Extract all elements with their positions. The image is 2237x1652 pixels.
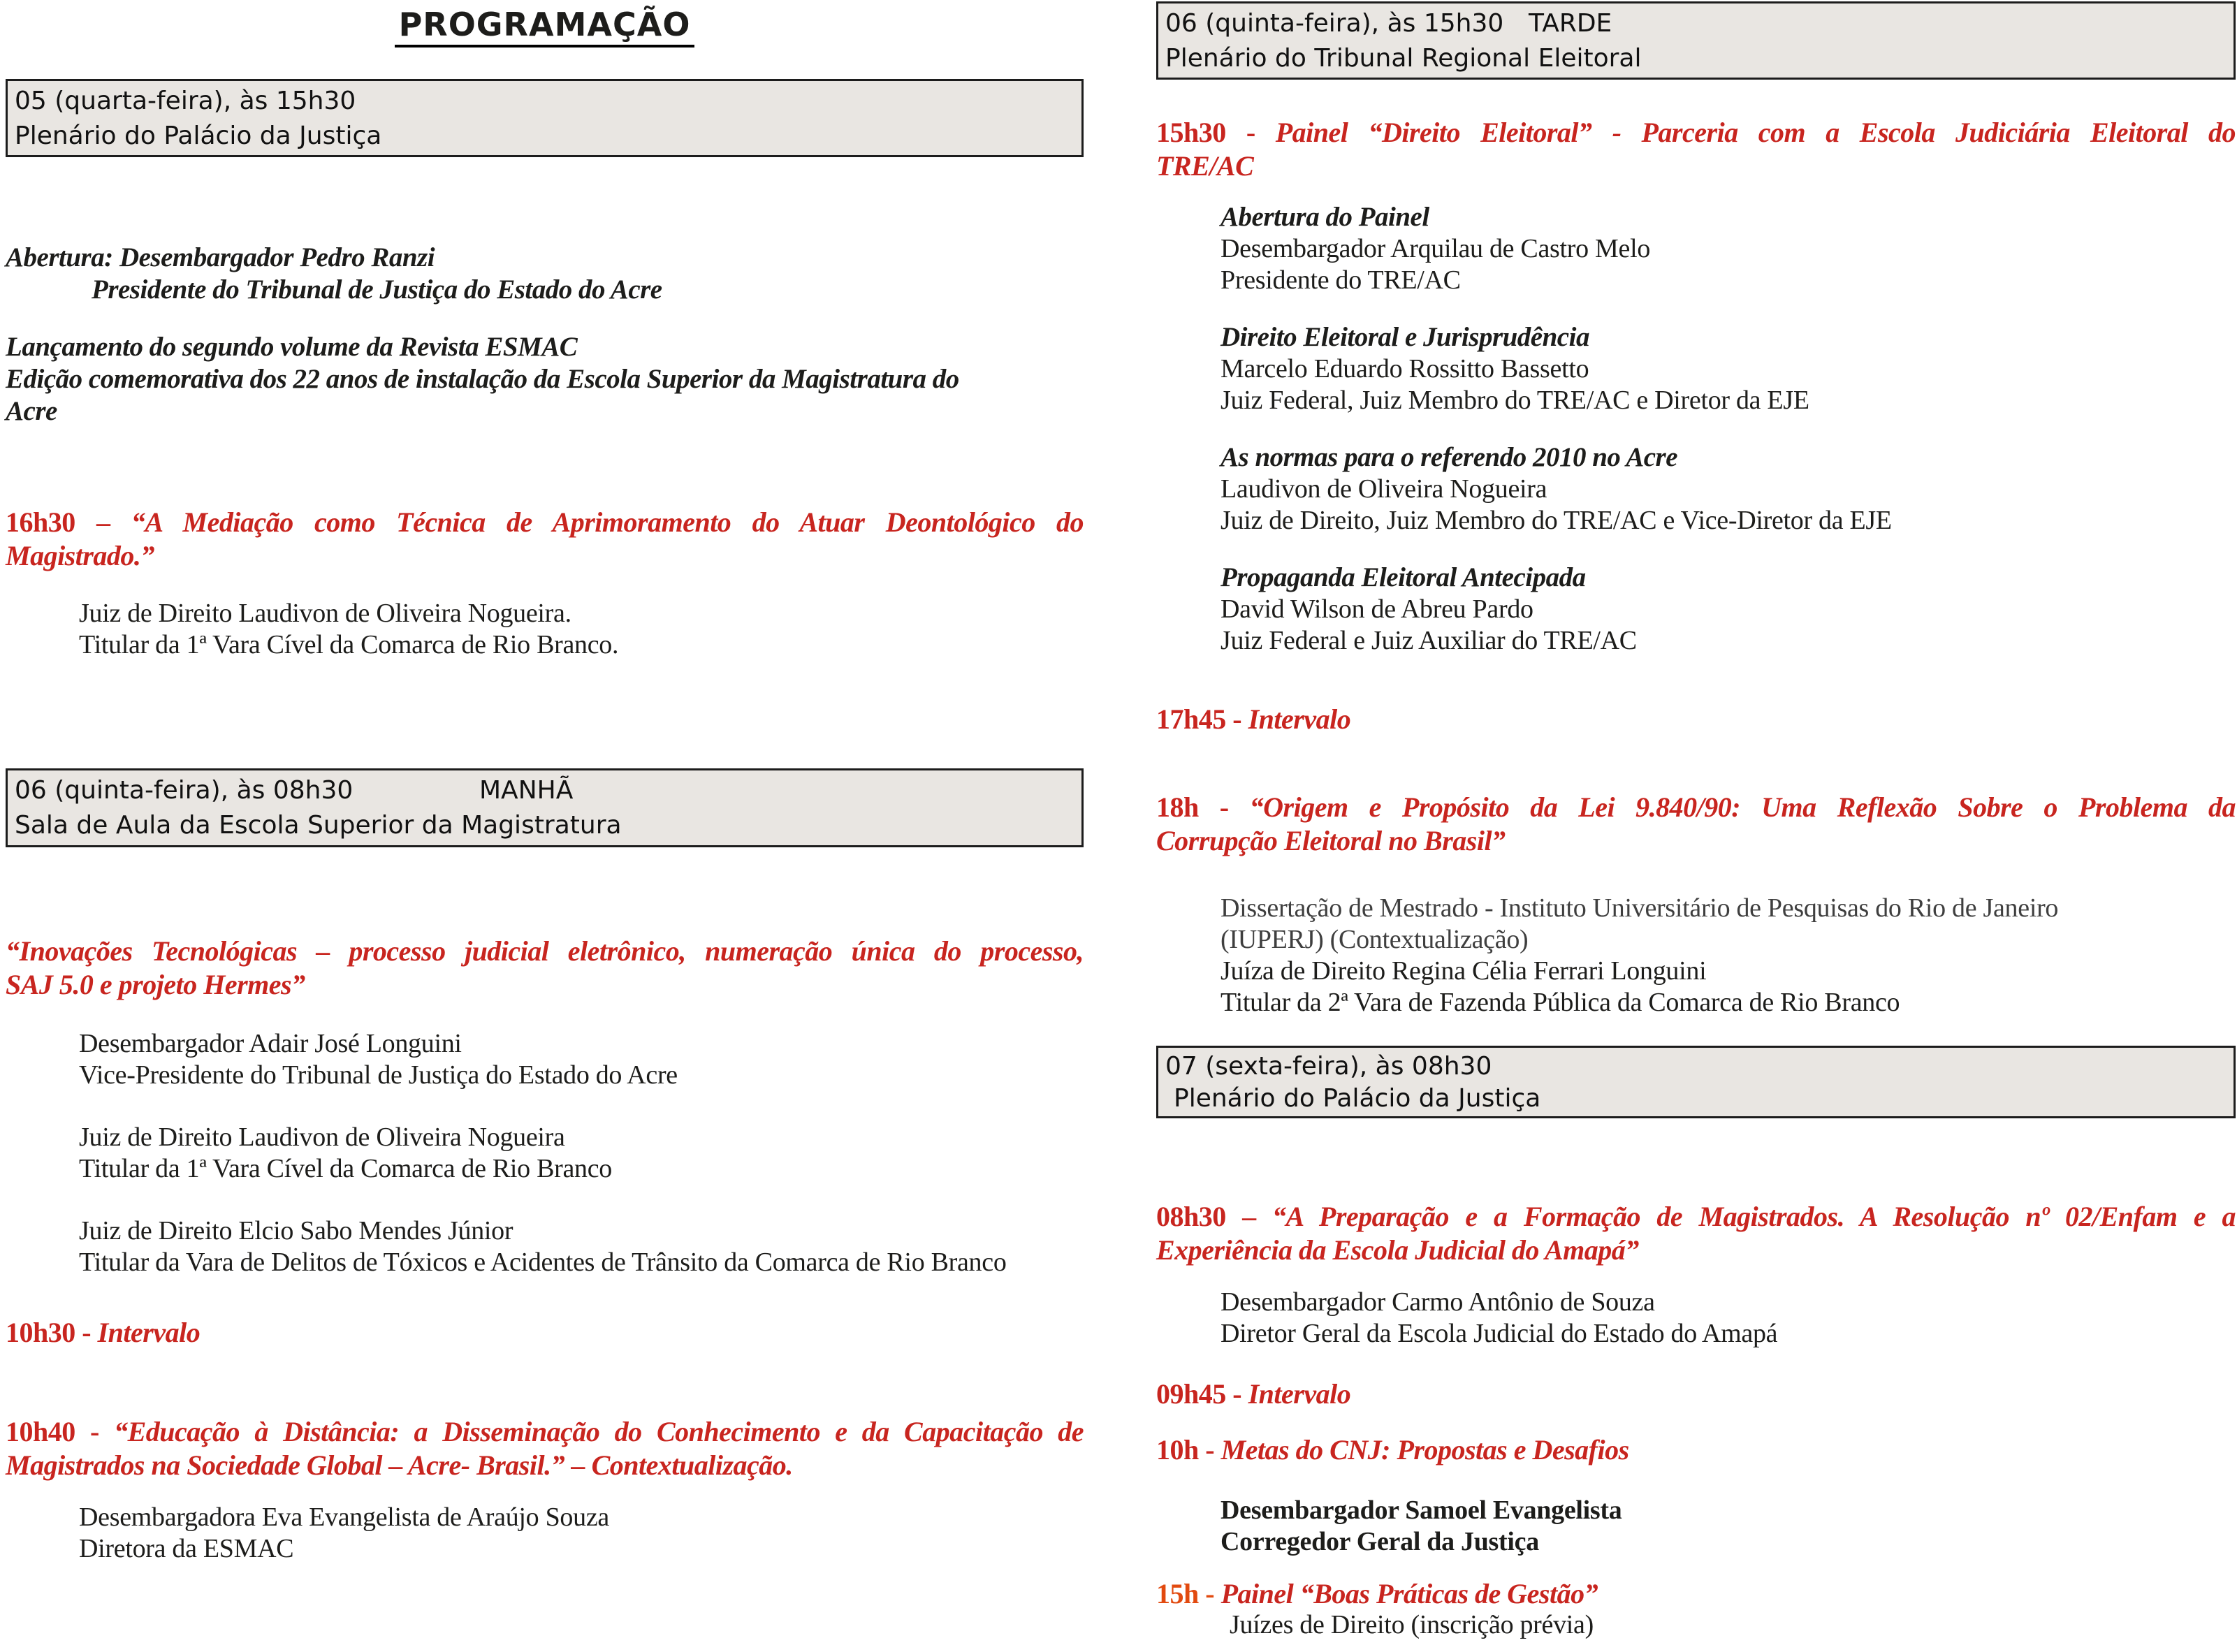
session-box-location: Plenário do Tribunal Regional Eleitoral <box>1165 44 1642 73</box>
speaker-name: Desembargador Carmo Antônio de Souza <box>1220 1287 1655 1317</box>
speaker-role: Titular da Vara de Delitos de Tóxicos e Acidentes de Trânsito da Comarca de Rio Branco <box>79 1248 1007 1277</box>
session-box-period: MANHÃ <box>479 776 574 805</box>
speaker-block-16h30 <box>6 598 1084 661</box>
speaker-role: Diretora da ESMAC <box>79 1534 294 1563</box>
session-title-10h: 10h - Metas do CNJ: Propostas e Desafios <box>1156 1434 1629 1465</box>
session-title-09h45-intervalo: 09h45 - Intervalo <box>1156 1378 1351 1410</box>
page-title <box>6 6 1084 43</box>
session-box-location: Plenário do Palácio da Justiça <box>1174 1084 1541 1113</box>
session-box-location: Plenário do Palácio da Justiça <box>15 122 382 150</box>
speaker-list-inovacoes <box>6 1028 1084 1309</box>
speaker-role: Titular da 1ª Vara Cível da Comarca de Rio Branco <box>79 1154 613 1183</box>
panel-heading: Abertura do Painel <box>1220 202 1429 232</box>
speaker-entry <box>79 1028 1084 1091</box>
page-title-text: PROGRAMAÇÃO <box>395 6 695 47</box>
session-time: 15h30 - <box>1156 117 1276 148</box>
speaker-name: Laudivon de Oliveira Nogueira <box>1220 474 1547 504</box>
speaker-role: Juiz Federal, Juiz Membro do TRE/AC e Diretor da EJE <box>1220 386 1809 415</box>
session-18h-details <box>1156 893 2236 1018</box>
session-time: 18h - <box>1156 791 1250 823</box>
session-time: 17h45 - <box>1156 703 1248 735</box>
speaker-block-10h <box>1156 1495 2236 1558</box>
session-title-inovacoes-line2: SAJ 5.0 e projeto Hermes” <box>6 969 305 1000</box>
session-box-fri-0830 <box>1156 1046 2236 1118</box>
launch-title: Lançamento do segundo volume da Revista ESMAC <box>6 332 578 362</box>
session-time: 09h45 - <box>1156 1378 1248 1410</box>
speaker-name: Juiz de Direito Laudivon de Oliveira Nogueira. <box>79 599 571 628</box>
session-box-date: 06 (quinta-feira), às 15h30 TARDE <box>1165 6 2227 41</box>
session-title-08h30-line1: 08h30 – “A Preparação e a Formação de Magistrados. A Resolução nº 02/Enfam e a <box>1156 1201 2236 1232</box>
session-box-wed-1530 <box>6 79 1084 157</box>
speaker-role: Juiz de Direito, Juiz Membro do TRE/AC e Vice-Diretor da EJE <box>1220 506 1892 535</box>
panel-entry <box>1220 201 2236 296</box>
speaker-role: Presidente do TRE/AC <box>1220 265 1461 295</box>
session-title-08h30 <box>1156 1200 2236 1267</box>
launch-subtitle-line2: Acre <box>6 396 57 426</box>
session-title-18h <box>1156 791 2236 858</box>
session-title-16h30 <box>6 506 1084 573</box>
session-box-date: 06 (quinta-feira), às 08h30 MANHÃ <box>15 773 1074 808</box>
opening-block <box>6 242 1084 306</box>
left-column <box>6 0 1084 1652</box>
speaker-name: Desembargador Adair José Longuini <box>79 1029 462 1058</box>
session-title-17h45-intervalo: 17h45 - Intervalo <box>1156 703 1351 735</box>
speaker-name: Desembargador Arquilau de Castro Melo <box>1220 234 1651 263</box>
speaker-block-10h40 <box>6 1502 1084 1565</box>
session-time: 10h30 - <box>6 1317 98 1348</box>
detail-line: Dissertação de Mestrado - Instituto Universitário de Pesquisas do Rio de Janeiro <box>1220 893 2059 923</box>
panel-list <box>1156 201 2236 682</box>
speaker-role: Juiz Federal e Juiz Auxiliar do TRE/AC <box>1220 626 1637 655</box>
opening-speaker-role: Presidente do Tribunal de Justiça do Estado do Acre <box>92 275 662 305</box>
session-title-15h30-line2: TRE/AC <box>1156 150 1254 182</box>
speaker-role: Corregedor Geral da Justiça <box>1220 1527 1539 1556</box>
session-title-08h30-line2: Experiência da Escola Judicial do Amapá” <box>1156 1234 1639 1266</box>
session-title-18h-line2: Corrupção Eleitoral no Brasil” <box>1156 825 1506 856</box>
session-time: 16h30 – <box>6 506 131 538</box>
speaker-name: Juíza de Direito Regina Célia Ferrari Longuini <box>1220 956 1707 986</box>
session-title-15h30-line1: 15h30 - Painel “Direito Eleitoral” - Parceria com a Escola Judiciária Eleitoral do <box>1156 117 2236 148</box>
panel-heading: Direito Eleitoral e Jurisprudência <box>1220 322 1589 352</box>
session-time: 15h - <box>1156 1578 1221 1609</box>
session-box-thu-1530 <box>1156 1 2236 80</box>
session-time: 10h40 - <box>6 1416 115 1447</box>
session-box-period: TARDE <box>1529 9 1612 38</box>
session-time: 08h30 – <box>1156 1201 1273 1232</box>
speaker-name: Desembargadora Eva Evangelista de Araújo Souza <box>79 1503 609 1532</box>
session-box-thu-0830 <box>6 768 1084 847</box>
session-time: 10h - <box>1156 1434 1221 1465</box>
panel-entry <box>1220 321 2236 416</box>
panel-entry <box>1220 562 2236 657</box>
session-title-10h30-intervalo: 10h30 - Intervalo <box>6 1317 201 1348</box>
speaker-role: Diretor Geral da Escola Judicial do Estado do Amapá <box>1220 1319 1778 1348</box>
session-title-inovacoes-line1: “Inovações Tecnológicas – processo judicial eletrônico, numeração única do processo, <box>6 935 1084 967</box>
speaker-role: Titular da 2ª Vara de Fazenda Pública da Comarca de Rio Branco <box>1220 988 1900 1017</box>
speaker-name: Juiz de Direito Elcio Sabo Mendes Júnior <box>79 1216 513 1245</box>
session-title-16h30-line1: 16h30 – “A Mediação como Técnica de Aprimoramento do Atuar Deontológico do <box>6 506 1084 538</box>
session-title-inovacoes <box>6 935 1084 1002</box>
speaker-block-08h30 <box>1156 1287 2236 1350</box>
right-column <box>1156 0 2236 1652</box>
panel-heading: Propaganda Eleitoral Antecipada <box>1220 562 1586 592</box>
speaker-name: Marcelo Eduardo Rossitto Bassetto <box>1220 354 1589 383</box>
session-box-date: 05 (quarta-feira), às 15h30 <box>15 87 356 115</box>
participants-note: Juízes de Direito (inscrição prévia) <box>1230 1610 1594 1639</box>
session-title-15h: 15h - Painel “Boas Práticas de Gestão” <box>1156 1578 1598 1609</box>
detail-line: (IUPERJ) (Contextualização) <box>1220 925 1529 954</box>
opening-speaker: Abertura: Desembargador Pedro Ranzi <box>6 242 435 272</box>
speaker-role: Vice-Presidente do Tribunal de Justiça do Estado do Acre <box>79 1060 678 1090</box>
launch-subtitle-line1: Edição comemorativa dos 22 anos de instalação da Escola Superior da Magistratura do <box>6 364 959 394</box>
session-box-location: Sala de Aula da Escola Superior da Magistratura <box>15 811 622 840</box>
panel-entry <box>1220 441 2236 536</box>
session-title-15h30 <box>1156 116 2236 183</box>
speaker-role: Titular da 1ª Vara Cível da Comarca de Rio Branco. <box>79 630 619 659</box>
session-title-10h40-line1: 10h40 - “Educação à Distância: a Disseminação do Conhecimento e da Capacitação de <box>6 1416 1084 1447</box>
panel-heading: As normas para o referendo 2010 no Acre <box>1220 442 1678 472</box>
session-box-date: 07 (sexta-feira), às 08h30 <box>1165 1052 1492 1081</box>
session-title-10h40-line2: Magistrados na Sociedade Global – Acre- Brasil.” – Contextualização. <box>6 1449 793 1481</box>
session-title-18h-line1: 18h - “Origem e Propósito da Lei 9.840/90: Uma Reflexão Sobre o Problema da <box>1156 791 2236 823</box>
session-title-16h30-line2: Magistrado.” <box>6 540 154 571</box>
speaker-entry <box>79 1122 1084 1185</box>
session-title-10h40 <box>6 1415 1084 1482</box>
speaker-name: Desembargador Samoel Evangelista <box>1220 1496 1622 1525</box>
launch-block <box>6 331 1084 427</box>
session-15h-note <box>1156 1609 2236 1641</box>
speaker-name: Juiz de Direito Laudivon de Oliveira Nogueira <box>79 1123 565 1152</box>
speaker-name: David Wilson de Abreu Pardo <box>1220 594 1533 624</box>
speaker-entry <box>79 1215 1084 1278</box>
